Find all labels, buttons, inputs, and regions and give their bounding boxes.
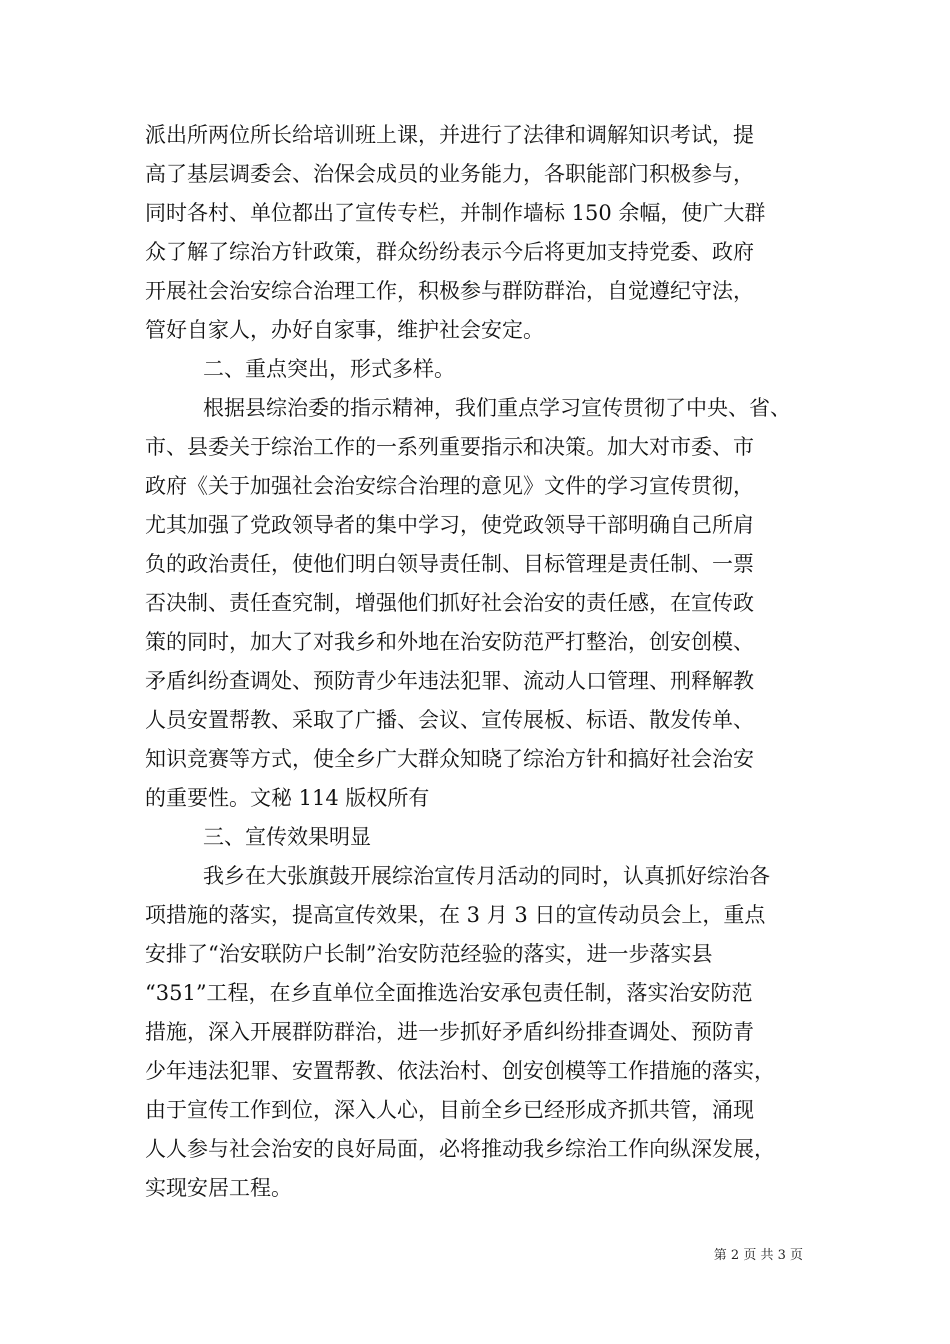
text-line: 同时各村、单位都出了宣传专栏，并制作墙标 150 余幅，使广大群 xyxy=(145,201,766,225)
text-line: 人员安置帮教、采取了广播、会议、宣传展板、标语、散发传单、 xyxy=(145,708,754,732)
text-line: 政府《关于加强社会治安综合治理的意见》文件的学习宣传贯彻， xyxy=(145,474,754,498)
paragraph-start: 我乡在大张旗鼓开展综治宣传月活动的同时，认真抓好综治各 xyxy=(203,864,770,888)
text-line: 少年违法犯罪、安置帮教、依法治村、创安创模等工作措施的落实， xyxy=(145,1059,775,1083)
text-line: 高了基层调委会、治保会成员的业务能力，各职能部门积极参与， xyxy=(145,162,754,186)
body-text xyxy=(145,116,835,1208)
text-line: 安排了“治安联防户长制”治安防范经验的落实，进一步落实县 xyxy=(145,942,713,966)
text-line: 市、县委关于综治工作的一系列重要指示和决策。加大对市委、市 xyxy=(145,435,754,459)
text-line: 众了解了综治方针政策，群众纷纷表示今后将更加支持党委、政府 xyxy=(145,240,754,264)
text-line: 开展社会治安综合治理工作，积极参与群防群治，自觉遵纪守法， xyxy=(145,279,754,303)
text-line: 实现安居工程。 xyxy=(145,1176,292,1200)
section-heading: 二、重点突出，形式多样。 xyxy=(203,357,455,381)
text-line: 矛盾纠纷查调处、预防青少年违法犯罪、流动人口管理、刑释解教 xyxy=(145,669,754,693)
text-line: 尤其加强了党政领导者的集中学习，使党政领导干部明确自己所肩 xyxy=(145,513,754,537)
text-line: “351”工程，在乡直单位全面推选治安承包责任制，落实治安防范 xyxy=(145,981,753,1005)
text-line: 的重要性。文秘 114 版权所有 xyxy=(145,786,430,810)
section-heading: 三、宣传效果明显 xyxy=(203,825,371,849)
text-line: 项措施的落实，提高宣传效果，在 3 月 3 日的宣传动员会上，重点 xyxy=(145,903,766,927)
text-line: 管好自家人，办好自家事，维护社会安定。 xyxy=(145,318,544,342)
text-line: 措施，深入开展群防群治，进一步抓好矛盾纠纷排查调处、预防青 xyxy=(145,1020,754,1044)
text-line: 人人参与社会治安的良好局面，必将推动我乡综治工作向纵深发展， xyxy=(145,1137,775,1161)
text-line: 否决制、责任查究制，增强他们抓好社会治安的责任感，在宣传政 xyxy=(145,591,754,615)
text-line: 策的同时，加大了对我乡和外地在治安防范严打整治，创安创模、 xyxy=(145,630,754,654)
text-line: 负的政治责任，使他们明白领导责任制、目标管理是责任制、一票 xyxy=(145,552,754,576)
text-line: 知识竞赛等方式，使全乡广大群众知晓了综治方针和搞好社会治安 xyxy=(145,747,754,771)
paragraph-start: 根据县综治委的指示精神，我们重点学习宣传贯彻了中央、省、 xyxy=(203,396,791,420)
page-number: 第 2 页 共 3 页 xyxy=(713,1248,803,1263)
text-line: 由于宣传工作到位，深入人心，目前全乡已经形成齐抓共管，涌现 xyxy=(145,1098,754,1122)
text-line: 派出所两位所长给培训班上课，并进行了法律和调解知识考试，提 xyxy=(145,123,754,147)
